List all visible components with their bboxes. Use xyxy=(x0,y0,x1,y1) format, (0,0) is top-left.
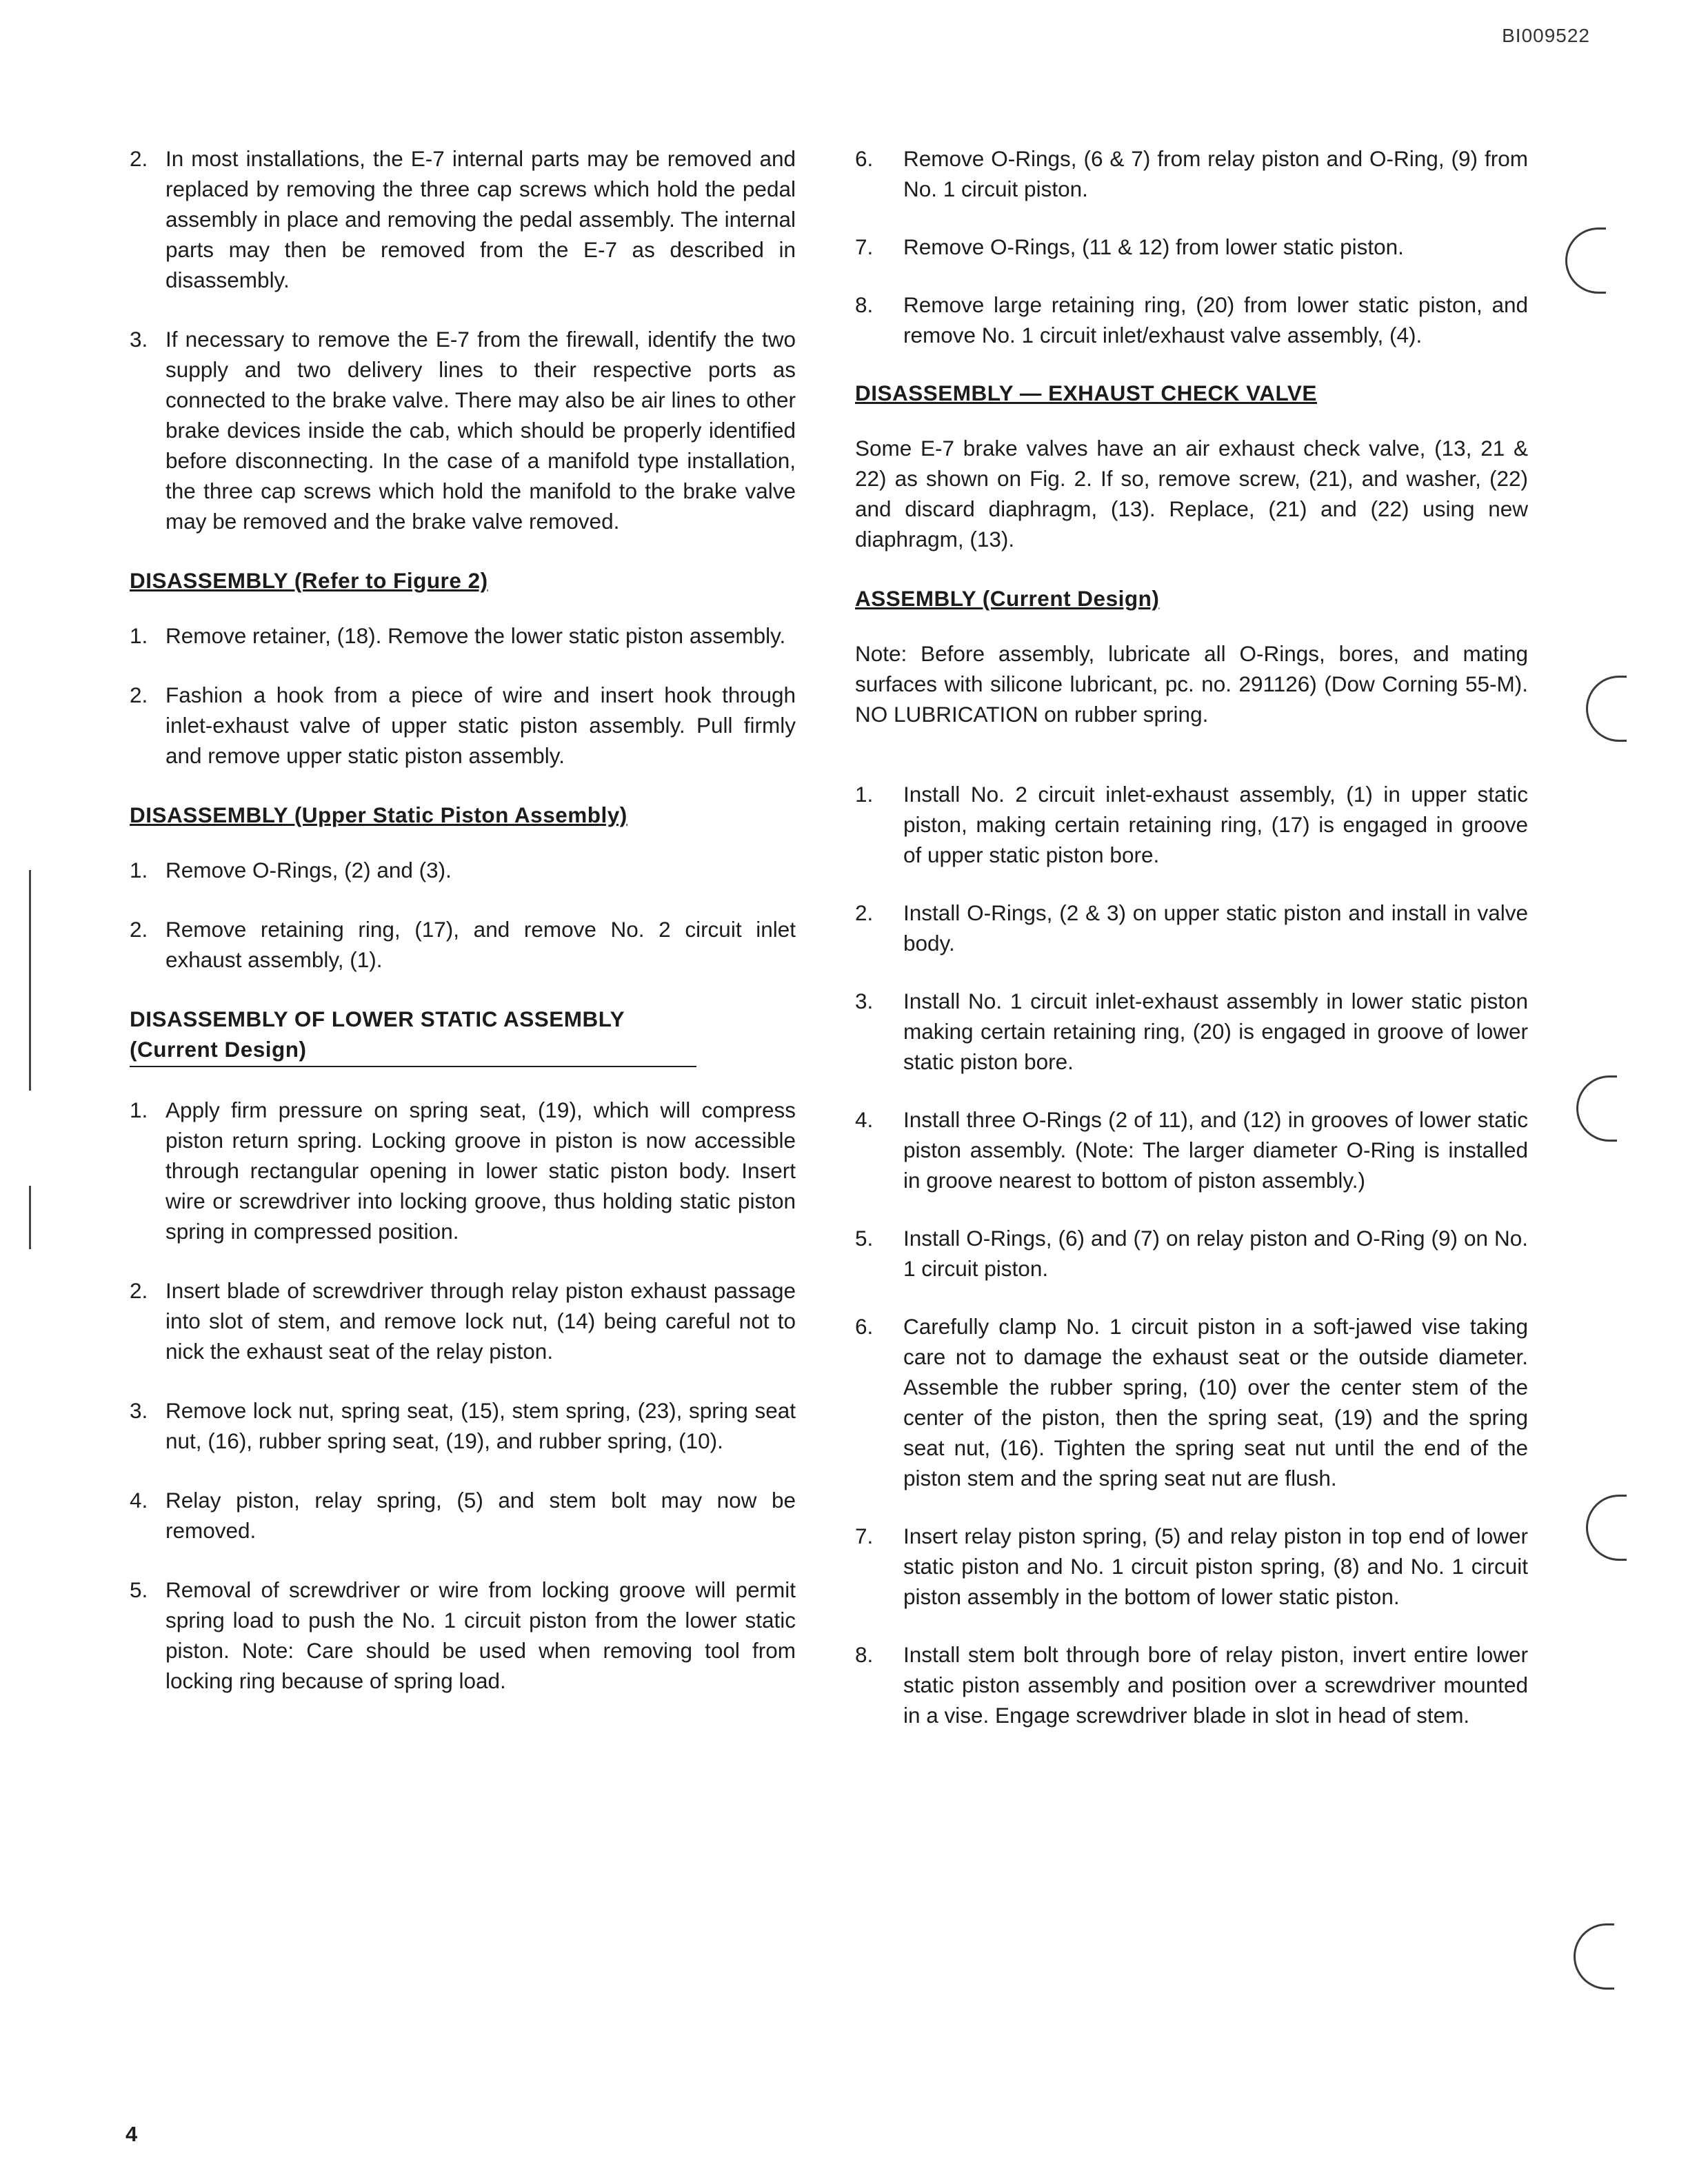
list-item xyxy=(855,1639,1528,1730)
item-number: 1. xyxy=(130,1098,148,1122)
list-item xyxy=(130,855,796,885)
item-text: Remove retainer, (18). Remove the lower static piston assembly. xyxy=(165,623,786,648)
heading-line: (Current Design) xyxy=(130,1037,307,1062)
item-number: 3. xyxy=(130,327,148,352)
item-text: Remove retaining ring, (17), and remove No. 2 circuit inlet exhaust assembly, (1). xyxy=(165,917,796,972)
left-column xyxy=(130,143,796,1725)
item-number: 2. xyxy=(130,146,148,171)
list-item xyxy=(130,1275,796,1366)
punch-hole-shadow xyxy=(1565,228,1606,294)
item-number: 1. xyxy=(855,782,874,807)
item-text: Insert relay piston spring, (5) and relay piston in top end of lower static piston and No. 1 circuit piston spring, (8) and No. 1 circuit piston assembly in the bottom of lower static piston. xyxy=(903,1524,1528,1609)
heading-line: DISASSEMBLY OF LOWER STATIC ASSEMBLY xyxy=(130,1007,625,1031)
list-item xyxy=(855,290,1528,350)
item-text: Relay piston, relay spring, (5) and stem bolt may now be removed. xyxy=(165,1488,796,1543)
item-text: Apply firm pressure on spring seat, (19), which will compress piston return spring. Locking groove in piston is now accessible through rectangular opening in lower static piston body. Insert wire or screwdriver into locking groove, thus holding static piston spring in compressed position. xyxy=(165,1098,796,1244)
list-item xyxy=(130,1395,796,1456)
item-number: 8. xyxy=(855,1642,874,1667)
item-text: Remove O-Rings, (11 & 12) from lower static piston. xyxy=(903,234,1404,259)
item-number: 2. xyxy=(130,917,148,942)
list-item xyxy=(130,1485,796,1546)
item-text: Install O-Rings, (6) and (7) on relay piston and O-Ring (9) on No. 1 circuit piston. xyxy=(903,1226,1528,1281)
punch-hole-shadow xyxy=(1586,676,1627,742)
list-item xyxy=(130,1575,796,1696)
list-item xyxy=(130,1095,796,1246)
item-text: Remove O-Rings, (2) and (3). xyxy=(165,858,452,882)
item-text: If necessary to remove the E-7 from the firewall, identify the two supply and two delivery lines to their respective ports as connected to the brake valve. There may also be air lines to other brake devices inside the cab, which should be properly identified before disconnecting. In the case of a manifold type installation, the three cap screws which hold the manifold to the brake valve may be removed and the brake valve removed. xyxy=(165,327,796,534)
item-number: 2. xyxy=(855,900,874,925)
item-text: Fashion a hook from a piece of wire and insert hook through inlet-exhaust valve of upper static piston assembly. Pull firmly and remove upper static piston assembly. xyxy=(165,682,796,768)
document-id: BI009522 xyxy=(1502,25,1590,46)
list-item xyxy=(855,779,1528,870)
item-number: 7. xyxy=(855,1524,874,1548)
item-number: 4. xyxy=(130,1488,148,1513)
item-number: 6. xyxy=(855,146,874,171)
item-text: Remove large retaining ring, (20) from lower static piston, and remove No. 1 circuit inlet/exhaust valve assembly, (4). xyxy=(903,292,1528,347)
list-item xyxy=(855,1223,1528,1284)
list-item xyxy=(130,680,796,771)
item-text: Install stem bolt through bore of relay piston, invert entire lower static piston assembly and position over a screwdriver mounted in a vise. Engage screwdriver blade in slot in head of stem. xyxy=(903,1642,1528,1728)
item-text: Remove O-Rings, (6 & 7) from relay piston and O-Ring, (9) from No. 1 circuit piston. xyxy=(903,146,1528,201)
list-item xyxy=(855,1311,1528,1493)
list-item xyxy=(855,898,1528,958)
punch-hole-shadow xyxy=(1576,1075,1617,1142)
list-item xyxy=(855,986,1528,1077)
item-number: 5. xyxy=(130,1577,148,1602)
item-number: 8. xyxy=(855,292,874,317)
list-item xyxy=(855,232,1528,262)
page-number: 4 xyxy=(125,2122,138,2146)
list-item xyxy=(855,143,1528,204)
item-number: 5. xyxy=(855,1226,874,1251)
list-item xyxy=(130,914,796,975)
list-item xyxy=(130,143,796,295)
item-number: 4. xyxy=(855,1107,874,1132)
item-text: Remove lock nut, spring seat, (15), stem spring, (23), spring seat nut, (16), rubber spring seat, (19), and rubber spring, (10). xyxy=(165,1398,796,1453)
binder-mark xyxy=(29,1186,31,1249)
punch-hole-shadow xyxy=(1574,1923,1614,1990)
item-text: Install O-Rings, (2 & 3) on upper static piston and install in valve body. xyxy=(903,900,1528,956)
binder-mark xyxy=(29,870,31,1091)
right-column xyxy=(855,143,1528,1758)
item-text: Install No. 1 circuit inlet-exhaust assembly in lower static piston making certain retaining ring, (20) is engaged in groove of lower static piston bore. xyxy=(903,989,1528,1074)
list-item xyxy=(855,1521,1528,1612)
list-item xyxy=(130,324,796,536)
assembly-note: Note: Before assembly, lubricate all O-Rings, bores, and mating surfaces with silicone lubricant, pc. no. 291126) (Dow Corning 55-M). NO LUBRICATION on rubber spring. xyxy=(855,641,1528,727)
item-text: Install No. 2 circuit inlet-exhaust assembly, (1) in upper static piston, making certain retaining ring, (17) is engaged in groove of upper static piston bore. xyxy=(903,782,1528,867)
item-number: 7. xyxy=(855,234,874,259)
item-text: Carefully clamp No. 1 circuit piston in a soft-jawed vise taking care not to damage the exhaust seat or the outside diameter. Assemble the rubber spring, (10) over the center stem of the center of the piston, then the spring seat, (19) and the spring seat nut, (16). Tighten the spring seat nut until the end of the piston stem and the spring seat nut are flush. xyxy=(903,1314,1528,1490)
section-heading-assembly: ASSEMBLY (Current Design) xyxy=(855,586,1160,611)
item-number: 3. xyxy=(130,1398,148,1423)
section-heading-disassembly: DISASSEMBLY (Refer to Figure 2) xyxy=(130,568,488,593)
punch-hole-shadow xyxy=(1586,1495,1627,1561)
item-number: 1. xyxy=(130,623,148,648)
item-text: In most installations, the E-7 internal parts may be removed and replaced by removing the three cap screws which hold the pedal assembly in place and removing the pedal assembly. The internal parts may then be removed from the E-7 as described in disassembly. xyxy=(165,146,796,292)
item-number: 6. xyxy=(855,1314,874,1339)
item-text: Insert blade of screwdriver through relay piston exhaust passage into slot of stem, and remove lock nut, (14) being careful not to nick the exhaust seat of the relay piston. xyxy=(165,1278,796,1364)
item-number: 1. xyxy=(130,858,148,882)
list-item xyxy=(855,1104,1528,1195)
item-number: 2. xyxy=(130,1278,148,1303)
paragraph: Some E-7 brake valves have an air exhaust check valve, (13, 21 & 22) as shown on Fig. 2. If so, remove screw, (21), and washer, (22) and discard diaphragm, (13). Replace, (21) and (22) using new diaphragm, (13). xyxy=(855,436,1528,552)
section-heading-lower-static-assembly xyxy=(130,1004,696,1067)
item-number: 3. xyxy=(855,989,874,1013)
item-text: Install three O-Rings (2 of 11), and (12) in grooves of lower static piston assembly. (Note: The larger diameter O-Ring is installed in groove nearest to bottom of piston assembly.) xyxy=(903,1107,1528,1193)
section-heading-upper-static-piston: DISASSEMBLY (Upper Static Piston Assembly) xyxy=(130,802,627,827)
item-number: 2. xyxy=(130,682,148,707)
item-text: Removal of screwdriver or wire from locking groove will permit spring load to push the No. 1 circuit piston from the lower static piston. Note: Care should be used when removing tool from locking ring because of spring load. xyxy=(165,1577,796,1693)
section-heading-exhaust-check-valve: DISASSEMBLY — EXHAUST CHECK VALVE xyxy=(855,381,1317,405)
list-item xyxy=(130,620,796,651)
